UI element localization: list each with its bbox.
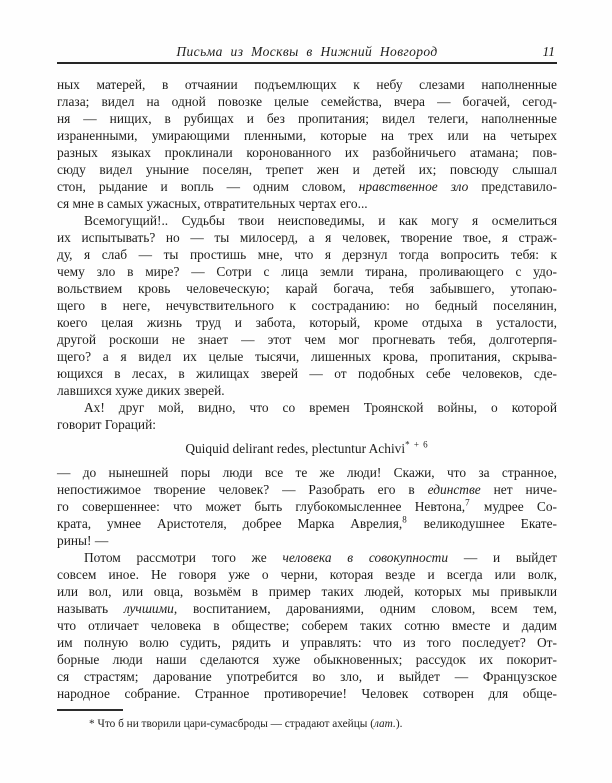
text-segment: Ах! друг мой, видно, что со времен Троянской войны, о которой bbox=[84, 400, 557, 415]
paragraph bbox=[57, 549, 557, 702]
text-line bbox=[57, 297, 557, 314]
body-text bbox=[57, 76, 557, 731]
text-segment: ду, я слаб — ты простишь мне, что я дерзнул тогда вопросить тебя: к bbox=[57, 247, 557, 262]
text-line bbox=[57, 263, 557, 280]
text-segment: представило- bbox=[468, 179, 557, 194]
text-line bbox=[57, 76, 557, 93]
text-segment: — и выйдет bbox=[448, 550, 557, 565]
text-line bbox=[57, 600, 557, 617]
text-line bbox=[57, 331, 557, 348]
page-title: Письма из Москвы в Нижний Новгород bbox=[176, 44, 438, 59]
italic-text: нравственное зло bbox=[358, 179, 469, 194]
text-segment: разных языках проклинали коронованного их разбойничьего атамана; пов- bbox=[57, 145, 557, 160]
text-segment: им полную волю судить, рядить и управлять: что из того последует? От- bbox=[57, 635, 557, 650]
text-segment: нет ниче- bbox=[480, 482, 557, 497]
text-segment: мудрее Со- bbox=[470, 499, 557, 514]
text-segment: что отличает человека в обществе; соберем таких сотню вместе и дадим bbox=[57, 618, 557, 633]
text-segment: коего целая жизнь труд и забота, который, кроме отдыха в усталости, bbox=[57, 315, 557, 330]
text-line bbox=[57, 144, 557, 161]
text-line bbox=[57, 161, 557, 178]
text-segment: ся мне в самых ужасных, отвратительных чертах его... bbox=[57, 196, 368, 211]
text-segment: крата, умнее Аристотеля, добрее Марка Аврелия, bbox=[57, 516, 403, 531]
italic-text: единстве bbox=[427, 482, 481, 497]
text-line bbox=[57, 515, 557, 532]
paragraph bbox=[57, 76, 557, 212]
text-segment: щего в неге, нечувствительного к состраданию: но бедный поселянин, bbox=[57, 298, 557, 313]
text-segment: ся страстям; дарование употребится во зло, и выйдет — Французское bbox=[57, 669, 557, 684]
text-segment: — до нынешней поры люди все те же люди! Скажи, что за странное, bbox=[57, 465, 557, 480]
text-line bbox=[57, 382, 557, 399]
text-segment: го совершеннее: что может быть глубокомысленнее Невтона, bbox=[57, 499, 466, 514]
superscript-ref: 7 bbox=[465, 497, 471, 508]
paragraph bbox=[57, 399, 557, 433]
text-segment: или вол, или овца, возьмём в пример таких людей, которых мы привыкли bbox=[57, 584, 557, 599]
text-line bbox=[57, 246, 557, 263]
text-segment: совсем иное. Не говоря уже о черни, которая везде и всегда или волк, bbox=[57, 567, 557, 582]
text-line bbox=[57, 498, 557, 515]
text-segment: их испытывать? но — ты милосерд, а я человек, творение твое, я страж- bbox=[57, 230, 557, 245]
text-line bbox=[57, 314, 557, 331]
text-segment: стон, рыдание и вопль — одним словом, bbox=[57, 179, 359, 194]
text-line bbox=[57, 365, 557, 382]
text-line bbox=[57, 617, 557, 634]
text-line bbox=[57, 127, 557, 144]
text-line bbox=[57, 229, 557, 246]
text-line bbox=[57, 668, 557, 685]
paragraph bbox=[57, 212, 557, 399]
paragraph bbox=[57, 464, 557, 549]
text-segment: называть bbox=[57, 601, 124, 616]
italic-text: человека в совокупности bbox=[282, 550, 449, 565]
running-header bbox=[57, 44, 557, 60]
text-segment: вольствием кровь человеческую; карай богача, тебя забывшего, утопаю- bbox=[57, 281, 557, 296]
text-line bbox=[57, 195, 557, 212]
page-number: 11 bbox=[542, 44, 555, 59]
text-segment: Quiquid delirant redes, plectuntur Achivi bbox=[185, 441, 406, 456]
text-line bbox=[57, 464, 557, 481]
text-line bbox=[57, 566, 557, 583]
text-line bbox=[57, 399, 557, 416]
text-segment: ных матерей, в отчаянии подъемлющих к небу слезами наполненные bbox=[57, 77, 557, 92]
text-line bbox=[57, 348, 557, 365]
text-segment: ня — нищих, в рубищах и без пропитания; видел телеги, наполненные bbox=[57, 111, 557, 126]
text-segment: другой роскоши не знает — этот чем мог прогневать тебя, долготерпя- bbox=[57, 332, 557, 347]
header-rule bbox=[57, 62, 557, 64]
superscript-ref: 8 bbox=[402, 514, 408, 525]
text-line bbox=[57, 651, 557, 668]
text-segment: сюду видел уныние поселян, трепет жен и детей их; повсюду слышал bbox=[57, 162, 557, 177]
text-segment: Потом рассмотри того же bbox=[84, 550, 283, 565]
text-line bbox=[57, 110, 557, 127]
text-segment: рины! — bbox=[57, 533, 109, 548]
text-line bbox=[57, 212, 557, 229]
text-line bbox=[57, 280, 557, 297]
text-segment: * Что б ни творили цари-сумасброды — страдают ахейцы ( bbox=[89, 718, 374, 730]
text-line bbox=[57, 549, 557, 566]
text-line bbox=[57, 685, 557, 702]
superscript-ref: * + 6 bbox=[405, 439, 429, 450]
latin-quote bbox=[57, 440, 557, 457]
italic-text: лат. bbox=[373, 718, 396, 730]
text-segment: Всемогущий!.. Судьбы твои неисповедимы, и как могу я осмелиться bbox=[84, 213, 557, 228]
text-segment: чему зло в мире? — Сотри с лица земли тирана, проливающего с удо- bbox=[57, 264, 557, 279]
text-segment: ющихся в лесах, в жилищах зверей — от подобных себе человеков, сде- bbox=[57, 366, 557, 381]
text-segment: народное собрание. Странное противоречие! Человек сотворен для обще- bbox=[57, 686, 557, 701]
text-segment: борные люди наши сделаются хуже обыкновенных; рассудок их покорит- bbox=[57, 652, 557, 667]
text-segment: ). bbox=[395, 718, 403, 730]
italic-text: лучшими bbox=[123, 601, 174, 616]
text-segment: непостижимое творение человек? — Разобрать его в bbox=[57, 482, 428, 497]
text-line bbox=[57, 416, 557, 433]
text-segment: глаза; видел на одной повозке целые семейства, вчера — богачей, сегод- bbox=[57, 94, 557, 109]
text-segment: великодушнее Екате- bbox=[407, 516, 557, 531]
text-line bbox=[57, 634, 557, 651]
text-segment: , воспитанием, дарованиями, одним словом, всем тем, bbox=[173, 601, 557, 616]
text-segment: лавшихся хуже диких зверей. bbox=[57, 383, 225, 398]
text-segment: израненными, умирающими пленными, которые на трех или на четырех bbox=[57, 128, 557, 143]
text-segment: щего? а я видел их целые тысячи, лишенных крова, пропитания, скрыва- bbox=[57, 349, 557, 364]
text-line bbox=[57, 481, 557, 498]
footnote-rule bbox=[57, 709, 123, 711]
text-line bbox=[57, 178, 557, 195]
footnote-text bbox=[57, 717, 557, 731]
text-line bbox=[57, 93, 557, 110]
text-line bbox=[57, 532, 557, 549]
text-line bbox=[57, 583, 557, 600]
text-segment: говорит Гораций: bbox=[57, 417, 156, 432]
